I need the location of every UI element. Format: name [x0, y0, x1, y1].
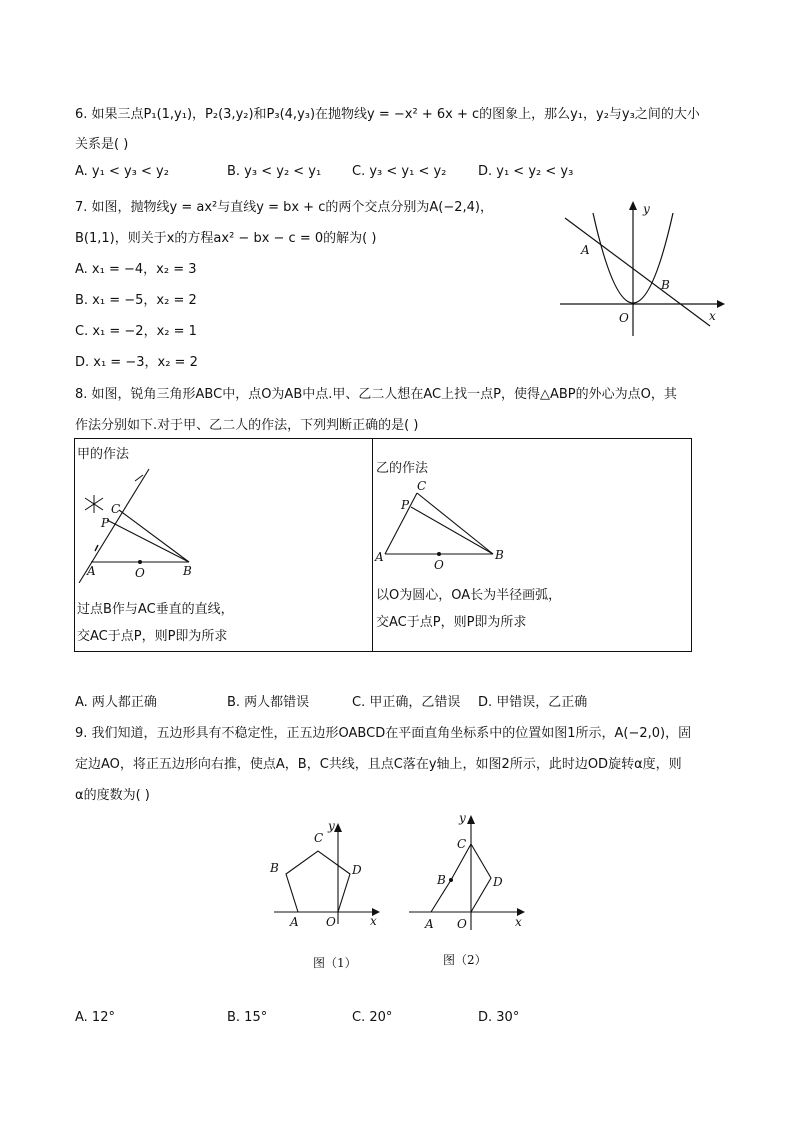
- q6-option-a[interactable]: A. y₁ < y₃ < y₂: [75, 164, 169, 179]
- q6-option-b[interactable]: B. y₃ < y₂ < y₁: [227, 164, 322, 179]
- q9-figure-2: [405, 808, 527, 936]
- yi-label-c: C: [417, 479, 427, 493]
- q8-option-d[interactable]: D. 甲错误，乙正确: [478, 695, 588, 710]
- q6-option-d[interactable]: D. y₁ < y₂ < y₃: [478, 164, 574, 179]
- fig2-point-b: [449, 878, 453, 882]
- fig1-label-d: D: [352, 863, 362, 877]
- jia-line-bp: [107, 520, 189, 562]
- yi-label-a: A: [375, 550, 384, 564]
- fig1-label-a: A: [290, 915, 299, 928]
- yi-label-b: B: [495, 548, 504, 562]
- fig2-y-axis-arrow: [467, 815, 475, 824]
- label-a: A: [581, 243, 590, 257]
- jia-figure: [77, 465, 207, 583]
- q9-stem-line3: α的度数为( ): [75, 788, 150, 803]
- yi-line-bc: [417, 493, 493, 554]
- yi-title: 乙的作法: [376, 461, 429, 476]
- q8-option-b[interactable]: B. 两人都错误: [227, 695, 310, 710]
- fig2-label-a: A: [425, 917, 434, 931]
- q8-option-c[interactable]: C. 甲正确，乙错误: [352, 695, 461, 710]
- jia-label-c: C: [111, 502, 121, 516]
- fig2-label-c: C: [457, 837, 467, 851]
- q9-figure-2-caption: 图（2）: [443, 953, 487, 967]
- jia-arc-mark-bottom: [95, 545, 98, 551]
- jia-label-p: P: [101, 516, 110, 530]
- jia-point-o: [138, 560, 142, 564]
- fig1-y-axis-arrow: [334, 823, 342, 832]
- yi-desc-line2: 交AC于点P，则P即为所求: [376, 615, 527, 630]
- jia-label-a: A: [87, 564, 96, 578]
- q8-method-table: [74, 438, 692, 652]
- fig1-label-y: y: [328, 819, 335, 833]
- jia-line-bc: [119, 510, 189, 562]
- q7-stem-line1: 7. 如图，抛物线y = ax²与直线y = bx + c的两个交点分别为A(−2,4)，: [75, 200, 493, 215]
- fig2-label-x: x: [515, 915, 522, 929]
- q6-option-c[interactable]: C. y₃ < y₁ < y₂: [352, 164, 447, 179]
- q9-stem-line2: 定边AO，将正五边形向右推，使点A，B，C共线，且点C落在y轴上，如图2所示，此时边OD旋转α度，则: [75, 757, 682, 772]
- fig1-label-x: x: [370, 914, 377, 928]
- straight-line: [565, 218, 710, 326]
- label-o: O: [619, 311, 629, 325]
- q7-option-b[interactable]: B. x₁ = −5，x₂ = 2: [75, 293, 197, 308]
- q9-figure-1: [268, 818, 386, 928]
- q6-stem-line1: 6. 如果三点P₁(1,y₁)，P₂(3,y₂)和P₃(4,y₃)在抛物线y = −x² + 6x + c的图象上，那么y₁，y₂与y₃之间的大小: [75, 107, 700, 122]
- yi-line-bp: [411, 507, 493, 554]
- fig1-pentagon: [286, 851, 350, 912]
- fig2-label-b: B: [437, 873, 446, 887]
- jia-desc-line2: 交AC于点P，则P即为所求: [77, 629, 228, 644]
- jia-title: 甲的作法: [77, 447, 130, 462]
- yi-figure: [373, 479, 513, 571]
- fig2-label-d: D: [493, 875, 503, 889]
- jia-label-o: O: [135, 566, 145, 580]
- y-axis-arrow: [629, 201, 637, 210]
- label-b: B: [661, 278, 670, 292]
- q6-stem-line2: 关系是( ): [75, 137, 129, 152]
- fig2-label-y: y: [459, 811, 466, 825]
- q8-stem-line2: 作法分别如下.对于甲、乙二人的作法，下列判断正确的是( ): [75, 418, 419, 433]
- q9-option-d[interactable]: D. 30°: [478, 1010, 520, 1025]
- yi-desc-line1: 以O为圆心，OA长为半径画弧，: [376, 588, 562, 603]
- q9-stem-line1: 9. 我们知道，五边形具有不稳定性，正五边形OABCD在平面直角坐标系中的位置如图1所示，A(−2,0)，固: [75, 726, 692, 741]
- q7-parabola-figure: [555, 198, 725, 340]
- yi-label-o: O: [434, 558, 444, 571]
- q9-option-c[interactable]: C. 20°: [352, 1010, 393, 1025]
- q9-figure-1-caption: 图（1）: [313, 956, 357, 970]
- yi-label-p: P: [401, 498, 410, 512]
- q8-stem-line1: 8. 如图，锐角三角形ABC中，点O为AB中点.甲、乙二人想在AC上找一点P，使得△ABP的外心为点O，其: [75, 387, 677, 402]
- jia-desc-line1: 过点B作与AC垂直的直线，: [77, 602, 234, 617]
- q7-stem-line2: B(1,1)，则关于x的方程ax² − bx − c = 0的解为( ): [75, 231, 377, 246]
- jia-label-b: B: [183, 564, 192, 578]
- q7-option-c[interactable]: C. x₁ = −2，x₂ = 1: [75, 324, 197, 339]
- q8-option-a[interactable]: A. 两人都正确: [75, 695, 157, 710]
- q9-option-a[interactable]: A. 12°: [75, 1010, 115, 1025]
- yi-point-o: [437, 552, 441, 556]
- label-x: x: [709, 309, 716, 323]
- fig2-side-c-d-o: [471, 844, 491, 912]
- q7-option-d[interactable]: D. x₁ = −3，x₂ = 2: [75, 355, 198, 370]
- q7-option-a[interactable]: A. x₁ = −4，x₂ = 3: [75, 262, 197, 277]
- label-y: y: [643, 202, 650, 216]
- fig2-label-o: O: [457, 917, 467, 931]
- x-axis-arrow: [717, 300, 725, 308]
- fig1-label-b: B: [270, 861, 279, 875]
- fig1-label-o: O: [326, 915, 336, 928]
- q9-option-b[interactable]: B. 15°: [227, 1010, 268, 1025]
- fig1-label-c: C: [314, 831, 324, 845]
